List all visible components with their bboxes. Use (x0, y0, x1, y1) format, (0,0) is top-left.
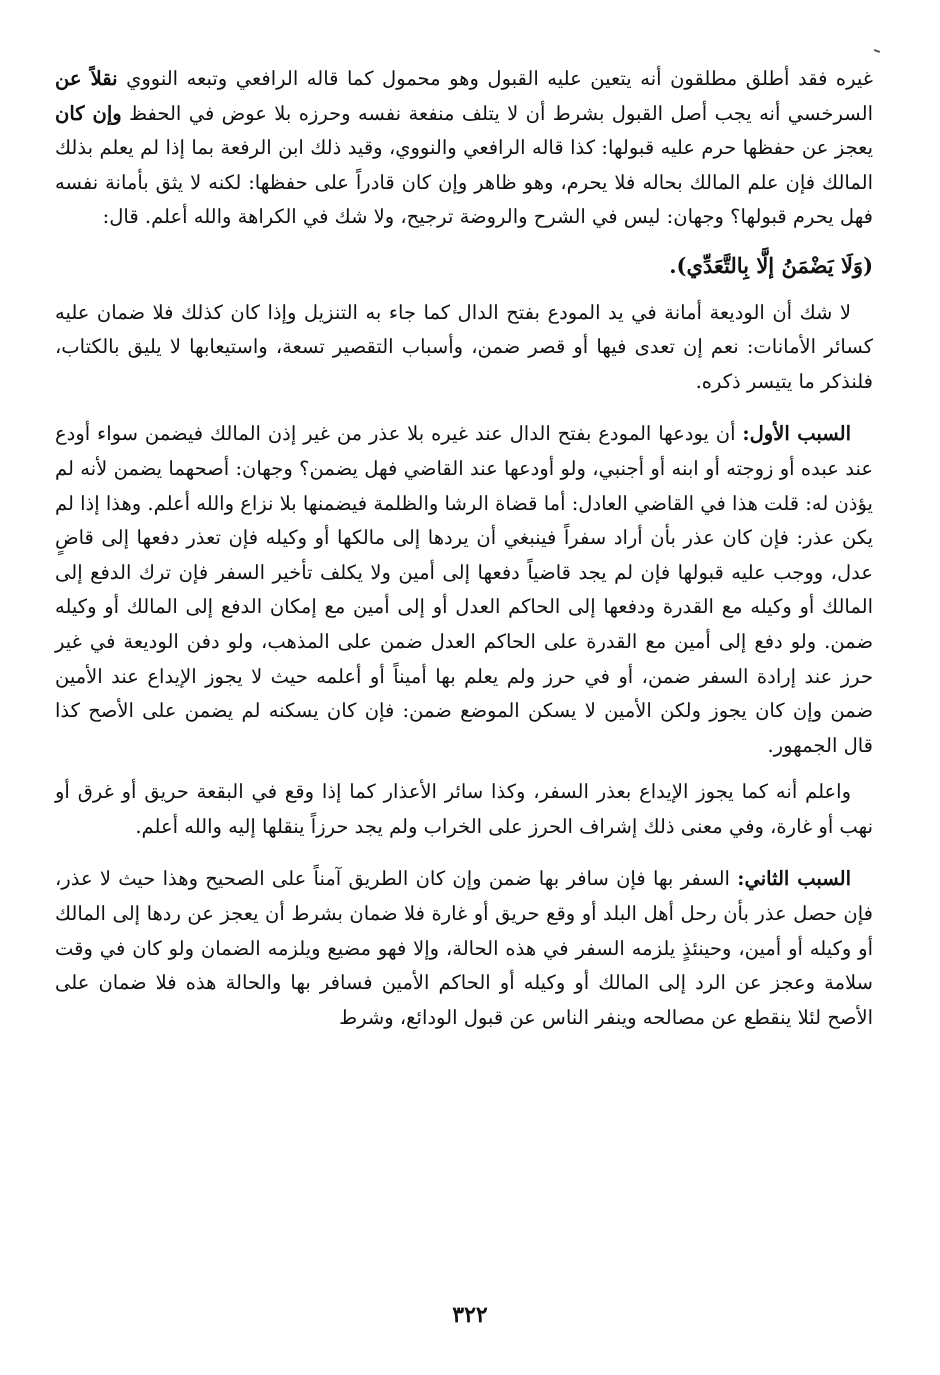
paragraph-3 (55, 417, 873, 763)
paragraph-5 (55, 862, 873, 1035)
paragraph-1-bold-a: نقلاً عن (55, 67, 118, 90)
paragraph-1-bold-b: وإن كان (55, 101, 122, 125)
paragraph-4: واعلم أنه كما يجوز الإيداع بعذر السفر، وكذا سائر الأعذار كما إذا وقع في البقعة حريق أو غرق أو نهب أو غارة، وفي معنى ذلك إشراف الحرز على الخراب ولم يجد حرزاً ينقلها إليه والله أعلم. (55, 780, 873, 838)
paragraph-2: لا شك أن الوديعة أمانة في يد المودع بفتح الدال كما جاء به التنزيل وإذا كان كذلك فلا ضمان عليه كسائر الأمانات: نعم إن تعدى فيها أو قصر ضمن، وأسباب التقصير تسعة، واستيعابها لا يليق بالكتاب، فلنذكر ما يتيسر ذكره. (55, 300, 873, 393)
page-number: ٣٢٢ (452, 1302, 488, 1328)
section-heading-first-cause: السبب الأول: (742, 422, 851, 446)
paragraph-3-text: أن يودعها المودع بفتح الدال عند غيره بلا عذر من غير إذن المالك فيضمن سواء أودع عند عبده أو زوجته أو ابنه أو أجنبي، ولو أودعها عند القاضي فهل يضمن؟ وجهان: أصحهما يضمن لأنه لم يؤذن له: قلت هذا في القاضي العادل: أما قضاة الرشا والظلمة فيضمنها بلا نزاع والله أعلم. وهذا إذا لم يكن عذر: فإن كان عذر بأن أراد سفراً فينبغي أن يردها إلى مالكها أو وكيله فإن تعذر دفعها إلى قاضٍ عدل، ووجب عليه قبولها فإن لم يجد قاضياً دفعها إلى أمين ولا يكلف تأخير السفر فإن ترك الدفع إلى المالك أو وكيله مع القدرة ودفعها إلى الحاكم العدل أو إلى أمين مع إمكان الدفع إلى المالك أو وكيله ضمن. ولو دفع إلى أمين مع القدرة على الحاكم العدل ضمن على المذهب، ولو دفن الوديعة في غير حرز عند إرادة السفر ضمن، أو في حرز ولم يعلم بها أميناً أو أعلمه حيث لا يجوز الإيداع عند الأمين ضمن وإن كان يجوز ولكن الأمين لا يسكن الموضع ضمن: فإن كان يسكنه لم يضمن على الأصح كذا قال الجمهور. (55, 422, 873, 757)
paragraph-5-text: السفر بها فإن سافر بها ضمن وإن كان الطريق آمناً على الصحيح وهذا حيث لا عذر، فإن حصل عذر بأن رحل أهل البلد أو وقع حريق أو غارة فلا ضمان بشرط أن يعجز عن ردها إلى المالك أو وكيله أو أمين، وحينئذٍ يلزمه السفر في هذه الحالة، وإلا فهو مضيع ويلزمه الضمان ولو كان في وقت سلامة وعجز عن الرد إلى المالك أو وكيله أو الحاكم الأمين فسافر بها والحالة هذه فلا ضمان على الأصح لئلا ينقطع عن مصالحه وينفر الناس عن قبول الودائع، وشرط (55, 867, 873, 1029)
page-corner-mark (874, 49, 880, 53)
matn-quote: (وَلَا يَضْمَنُ إلَّا بِالتَّعَدِّي). (669, 252, 873, 278)
page-body (55, 62, 873, 1035)
section-heading-second-cause: السبب الثاني: (737, 867, 851, 891)
paragraph-1-text-b: السرخسي أنه يجب أصل القبول بشرط أن لا يتلف منفعة نفسه وحرزه بلا عوض في الحفظ (121, 101, 873, 125)
paragraph-1-text-c: يعجز عن حفظها حرم عليه قبولها: كذا قاله الرافعي والنووي، وقيد ذلك ابن الرفعة بما إذا لم يعلم بذلك المالك فإن علم المالك بحاله فلا يحرم، وهو ظاهر وإن كان قادراً على حفظها: لكنه لا يثق بأمانة نفسه فهل يحرم قبولها؟ وجهان: ليس في الشرح والروضة ترجيح، ولا شك في الكراهة والله أعلم. قال: (55, 136, 873, 229)
paragraph-1-text-a: غيره فقد أطلق مطلقون أنه يتعين عليه القبول وهو محمول كما قاله الرافعي وتبعه النووي (117, 67, 873, 90)
paragraph-1 (55, 62, 873, 235)
